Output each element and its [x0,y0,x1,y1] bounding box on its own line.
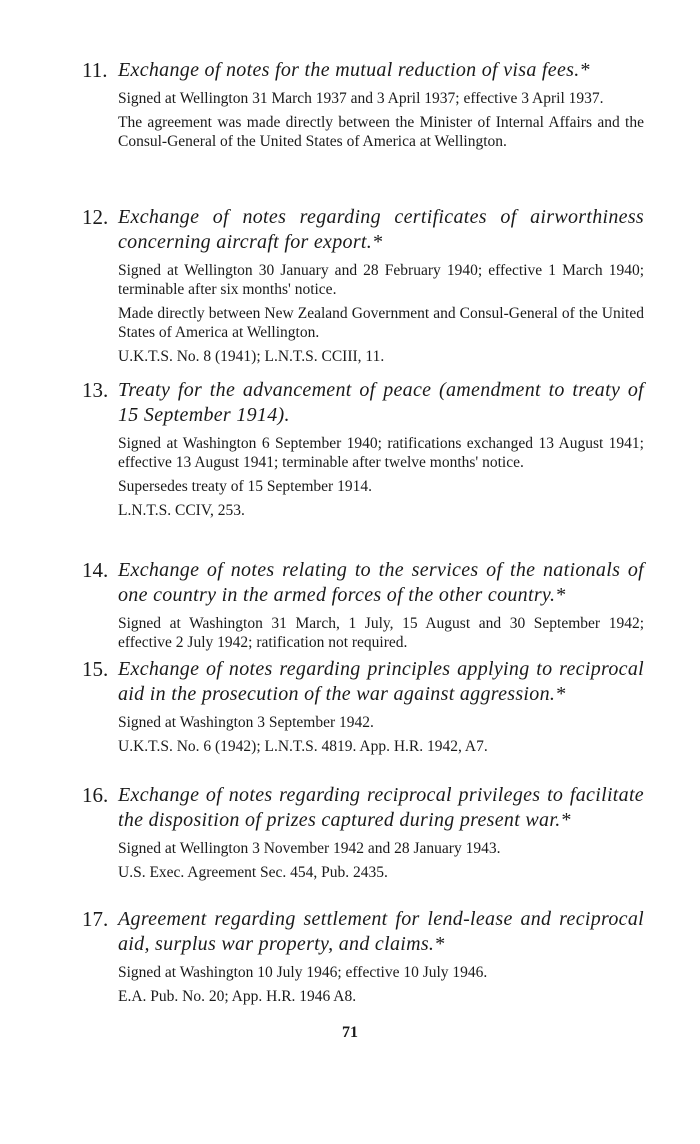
entry-title: Exchange of notes regarding principles applying to reciprocal aid in the prosecution of the war against aggression.* [118,658,644,705]
entry-number: 12. [82,205,109,229]
page-number: 71 [342,1024,358,1041]
entry-17 [82,907,644,1006]
entry-title: Agreement regarding settlement for lend-lease and reciprocal aid, surplus war property, and claims.* [118,908,644,955]
entry-title: Exchange of notes regarding certificates of airworthiness concerning aircraft for export.* [118,206,644,253]
entry-reference: U.S. Exec. Agreement Sec. 454, Pub. 2435. [118,864,388,881]
entry-15 [82,657,644,756]
entry-title: Exchange of notes relating to the services of the nationals of one country in the armed forces of the other country.* [118,559,644,606]
entry-paragraph: Signed at Wellington 31 March 1937 and 3 April 1937; effective 3 April 1937. [118,90,604,107]
entry-number: 11. [82,58,108,82]
entry-14 [82,558,644,657]
entry-number: 16. [82,783,109,807]
entry-paragraph: Signed at Wellington 3 November 1942 and 28 January 1943. [118,840,501,857]
entry-paragraph: Signed at Washington 3 September 1942. [118,714,374,731]
entry-13 [82,378,644,520]
entry-reference: L.N.T.S. CCIV, 253. [118,502,245,519]
entry-number: 15. [82,657,109,681]
entry-16 [82,783,644,882]
entry-paragraph: Signed at Wellington 30 January and 28 February 1940; effective 1 March 1940; terminable after six months' notice. [118,262,644,298]
entry-reference: U.K.T.S. No. 8 (1941); L.N.T.S. CCIII, 11. [118,348,385,365]
entry-12 [82,205,644,366]
entry-paragraph: Made directly between New Zealand Government and Consul-General of the United States of America at Wellington. [118,305,644,341]
entry-paragraph: The agreement was made directly between the Minister of Internal Affairs and the Consul-General of the United States of America at Wellington. [118,114,644,150]
entry-reference: E.A. Pub. No. 20; App. H.R. 1946 A8. [118,988,357,1005]
entry-number: 14. [82,558,109,582]
entry-title: Treaty for the advancement of peace (amendment to treaty of 15 September 1914). [118,379,644,426]
entry-number: 13. [82,378,109,402]
entry-number: 17. [82,907,109,931]
entry-paragraph: Signed at Washington 6 September 1940; ratifications exchanged 13 August 1941; effective 13 August 1941; terminable after twelve months' notice. [118,435,644,471]
entry-paragraph: Supersedes treaty of 15 September 1914. [118,478,372,495]
entry-reference: U.K.T.S. No. 6 (1942); L.N.T.S. 4819. App. H.R. 1942, A7. [118,738,488,755]
entry-11 [82,58,644,156]
entry-title: Exchange of notes for the mutual reduction of visa fees.* [118,59,590,81]
entry-paragraph: Signed at Washington 31 March, 1 July, 15 August and 30 September 1942; effective 2 July 1942; ratification not required. [118,615,644,651]
entry-paragraph: Signed at Washington 10 July 1946; effective 10 July 1946. [118,964,488,981]
entry-title: Exchange of notes regarding reciprocal privileges to facilitate the disposition of prizes captured during present war.* [118,784,644,831]
